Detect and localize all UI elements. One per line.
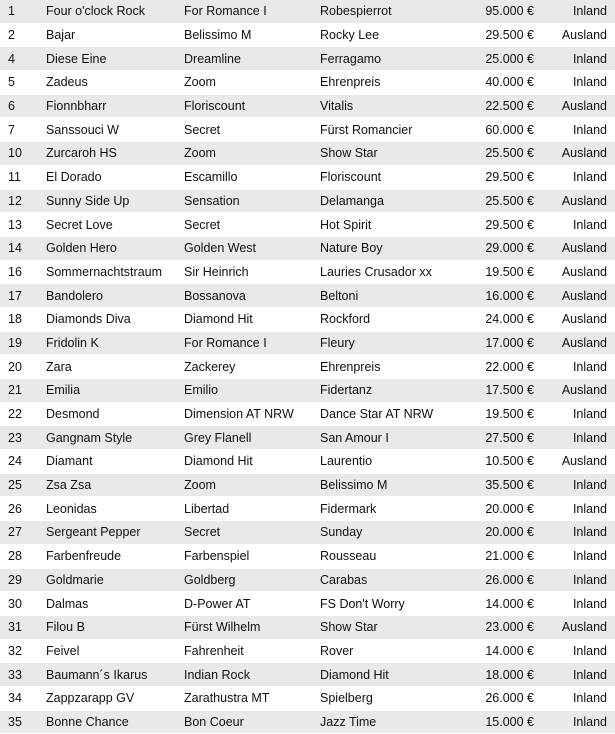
sale-price: 19.500 € [456, 402, 542, 426]
sire-name: Goldberg [180, 568, 316, 592]
lot-number: 11 [0, 165, 40, 189]
dam-sire-name: Ferragamo [316, 47, 456, 71]
dam-sire-name: Show Star [316, 142, 456, 166]
sire-name: Floriscount [180, 94, 316, 118]
horse-name: Goldmarie [40, 568, 180, 592]
horse-name: Golden Hero [40, 236, 180, 260]
sire-name: Diamond Hit [180, 307, 316, 331]
dam-sire-name: FS Don't Worry [316, 592, 456, 616]
dam-sire-name: Nature Boy [316, 236, 456, 260]
sire-name: Secret [180, 118, 316, 142]
lot-number: 35 [0, 710, 40, 734]
dam-sire-name: Floriscount [316, 165, 456, 189]
sale-price: 20.000 € [456, 497, 542, 521]
sale-price: 29.500 € [456, 213, 542, 237]
table-row [0, 355, 615, 379]
table-row [0, 118, 615, 142]
dam-sire-name: Dance Star AT NRW [316, 402, 456, 426]
buyer-origin: Inland [542, 118, 615, 142]
table-row [0, 568, 615, 592]
lot-number: 16 [0, 260, 40, 284]
buyer-origin: Ausland [542, 142, 615, 166]
dam-sire-name: Diamond Hit [316, 663, 456, 687]
sale-price: 29.500 € [456, 23, 542, 47]
horse-name: Four o'clock Rock [40, 0, 180, 23]
buyer-origin: Inland [542, 663, 615, 687]
sale-price: 40.000 € [456, 71, 542, 95]
dam-sire-name: Hot Spirit [316, 213, 456, 237]
horse-name: Bajar [40, 23, 180, 47]
sire-name: Golden West [180, 236, 316, 260]
lot-number: 30 [0, 592, 40, 616]
buyer-origin: Inland [542, 71, 615, 95]
buyer-origin: Inland [542, 592, 615, 616]
table-row [0, 71, 615, 95]
table-row [0, 615, 615, 639]
buyer-origin: Inland [542, 544, 615, 568]
table-row [0, 426, 615, 450]
table-row [0, 544, 615, 568]
horse-name: Diamant [40, 450, 180, 474]
sire-name: Zackerey [180, 355, 316, 379]
horse-name: Bandolero [40, 284, 180, 308]
dam-sire-name: Laurentio [316, 450, 456, 474]
sale-price: 22.000 € [456, 355, 542, 379]
buyer-origin: Inland [542, 355, 615, 379]
horse-name: El Dorado [40, 165, 180, 189]
horse-name: Emilia [40, 379, 180, 403]
sale-price: 22.500 € [456, 94, 542, 118]
horse-name: Zara [40, 355, 180, 379]
lot-number: 2 [0, 23, 40, 47]
lot-number: 32 [0, 639, 40, 663]
sale-price: 10.500 € [456, 450, 542, 474]
table-row [0, 47, 615, 71]
buyer-origin: Inland [542, 497, 615, 521]
buyer-origin: Ausland [542, 189, 615, 213]
buyer-origin: Inland [542, 47, 615, 71]
sire-name: Zarathustra MT [180, 686, 316, 710]
sale-price: 17.500 € [456, 379, 542, 403]
buyer-origin: Inland [542, 521, 615, 545]
sire-name: For Romance I [180, 331, 316, 355]
table-row [0, 189, 615, 213]
buyer-origin: Inland [542, 426, 615, 450]
sire-name: Secret [180, 521, 316, 545]
table-row [0, 23, 615, 47]
horse-name: Fionnbharr [40, 94, 180, 118]
table-row [0, 450, 615, 474]
lot-number: 18 [0, 307, 40, 331]
lot-number: 26 [0, 497, 40, 521]
sale-price: 19.500 € [456, 260, 542, 284]
table-row [0, 592, 615, 616]
buyer-origin: Ausland [542, 284, 615, 308]
sale-price: 25.500 € [456, 142, 542, 166]
horse-name: Sanssouci W [40, 118, 180, 142]
sale-price: 24.000 € [456, 307, 542, 331]
sire-name: Libertad [180, 497, 316, 521]
buyer-origin: Ausland [542, 23, 615, 47]
sire-name: Secret [180, 213, 316, 237]
lot-number: 4 [0, 47, 40, 71]
dam-sire-name: Vitalis [316, 94, 456, 118]
lot-number: 13 [0, 213, 40, 237]
table-row [0, 497, 615, 521]
horse-name: Secret Love [40, 213, 180, 237]
sale-price: 27.500 € [456, 426, 542, 450]
horse-name: Zurcaroh HS [40, 142, 180, 166]
dam-sire-name: Ehrenpreis [316, 355, 456, 379]
lot-number: 33 [0, 663, 40, 687]
table-row [0, 307, 615, 331]
lot-number: 20 [0, 355, 40, 379]
sire-name: For Romance I [180, 0, 316, 23]
sire-name: Bon Coeur [180, 710, 316, 734]
sire-name: Belissimo M [180, 23, 316, 47]
dam-sire-name: Show Star [316, 615, 456, 639]
sire-name: Fürst Wilhelm [180, 615, 316, 639]
buyer-origin: Inland [542, 402, 615, 426]
table-row [0, 331, 615, 355]
lot-number: 14 [0, 236, 40, 260]
sale-price: 25.500 € [456, 189, 542, 213]
buyer-origin: Inland [542, 686, 615, 710]
sale-price: 17.000 € [456, 331, 542, 355]
dam-sire-name: Ehrenpreis [316, 71, 456, 95]
sale-price: 35.500 € [456, 473, 542, 497]
sire-name: Indian Rock [180, 663, 316, 687]
lot-number: 6 [0, 94, 40, 118]
lot-number: 24 [0, 450, 40, 474]
horse-name: Zappzarapp GV [40, 686, 180, 710]
horse-name: Sergeant Pepper [40, 521, 180, 545]
horse-name: Sunny Side Up [40, 189, 180, 213]
buyer-origin: Ausland [542, 260, 615, 284]
sire-name: Grey Flanell [180, 426, 316, 450]
horse-name: Diamonds Diva [40, 307, 180, 331]
sire-name: Emilio [180, 379, 316, 403]
sale-price: 14.000 € [456, 592, 542, 616]
lot-number: 21 [0, 379, 40, 403]
dam-sire-name: Rover [316, 639, 456, 663]
dam-sire-name: Lauries Crusador xx [316, 260, 456, 284]
dam-sire-name: Fleury [316, 331, 456, 355]
dam-sire-name: Robespierrot [316, 0, 456, 23]
sire-name: Sensation [180, 189, 316, 213]
buyer-origin: Ausland [542, 450, 615, 474]
lot-number: 29 [0, 568, 40, 592]
horse-name: Feivel [40, 639, 180, 663]
table-row [0, 639, 615, 663]
lot-number: 1 [0, 0, 40, 23]
table-row [0, 473, 615, 497]
sale-price: 29.000 € [456, 236, 542, 260]
table-row [0, 94, 615, 118]
horse-name: Diese Eine [40, 47, 180, 71]
lot-number: 22 [0, 402, 40, 426]
horse-name: Baumann´s Ikarus [40, 663, 180, 687]
table-row [0, 402, 615, 426]
sale-price: 25.000 € [456, 47, 542, 71]
table-row [0, 379, 615, 403]
buyer-origin: Ausland [542, 94, 615, 118]
dam-sire-name: Delamanga [316, 189, 456, 213]
sale-price: 29.500 € [456, 165, 542, 189]
horse-name: Sommernachtstraum [40, 260, 180, 284]
table-row [0, 663, 615, 687]
lot-number: 17 [0, 284, 40, 308]
sale-price: 23.000 € [456, 615, 542, 639]
buyer-origin: Inland [542, 0, 615, 23]
horse-name: Zsa Zsa [40, 473, 180, 497]
dam-sire-name: Belissimo M [316, 473, 456, 497]
dam-sire-name: Beltoni [316, 284, 456, 308]
lot-number: 23 [0, 426, 40, 450]
dam-sire-name: Jazz Time [316, 710, 456, 734]
table-row [0, 142, 615, 166]
lot-number: 12 [0, 189, 40, 213]
sire-name: Fahrenheit [180, 639, 316, 663]
sire-name: Dimension AT NRW [180, 402, 316, 426]
table-row [0, 521, 615, 545]
sire-name: Zoom [180, 473, 316, 497]
horse-name: Desmond [40, 402, 180, 426]
lot-number: 19 [0, 331, 40, 355]
horse-name: Fridolin K [40, 331, 180, 355]
dam-sire-name: Rousseau [316, 544, 456, 568]
dam-sire-name: Spielberg [316, 686, 456, 710]
horse-name: Dalmas [40, 592, 180, 616]
dam-sire-name: Sunday [316, 521, 456, 545]
lot-number: 5 [0, 71, 40, 95]
buyer-origin: Ausland [542, 379, 615, 403]
buyer-origin: Ausland [542, 236, 615, 260]
buyer-origin: Inland [542, 568, 615, 592]
buyer-origin: Inland [542, 213, 615, 237]
table-row [0, 284, 615, 308]
sale-price: 21.000 € [456, 544, 542, 568]
table-row [0, 686, 615, 710]
buyer-origin: Ausland [542, 615, 615, 639]
horse-name: Gangnam Style [40, 426, 180, 450]
horse-name: Zadeus [40, 71, 180, 95]
sale-price: 16.000 € [456, 284, 542, 308]
sire-name: Diamond Hit [180, 450, 316, 474]
sire-name: Farbenspiel [180, 544, 316, 568]
sale-price: 14.000 € [456, 639, 542, 663]
buyer-origin: Inland [542, 165, 615, 189]
dam-sire-name: Fidertanz [316, 379, 456, 403]
horse-name: Bonne Chance [40, 710, 180, 734]
sire-name: Escamillo [180, 165, 316, 189]
sire-name: Sir Heinrich [180, 260, 316, 284]
buyer-origin: Inland [542, 639, 615, 663]
dam-sire-name: Carabas [316, 568, 456, 592]
sale-price: 26.000 € [456, 686, 542, 710]
buyer-origin: Ausland [542, 307, 615, 331]
lot-number: 7 [0, 118, 40, 142]
sale-price: 20.000 € [456, 521, 542, 545]
sale-price: 18.000 € [456, 663, 542, 687]
lot-number: 25 [0, 473, 40, 497]
sale-price: 60.000 € [456, 118, 542, 142]
dam-sire-name: Fidermark [316, 497, 456, 521]
table-row [0, 710, 615, 734]
sire-name: Bossanova [180, 284, 316, 308]
table-row [0, 165, 615, 189]
lot-number: 34 [0, 686, 40, 710]
lot-number: 28 [0, 544, 40, 568]
sale-price: 95.000 € [456, 0, 542, 23]
horse-name: Filou B [40, 615, 180, 639]
buyer-origin: Ausland [542, 331, 615, 355]
dam-sire-name: Rockford [316, 307, 456, 331]
sire-name: D-Power AT [180, 592, 316, 616]
buyer-origin: Inland [542, 473, 615, 497]
table-row [0, 236, 615, 260]
sire-name: Zoom [180, 71, 316, 95]
dam-sire-name: Fürst Romancier [316, 118, 456, 142]
buyer-origin: Inland [542, 710, 615, 734]
lot-number: 10 [0, 142, 40, 166]
lot-number: 31 [0, 615, 40, 639]
sire-name: Zoom [180, 142, 316, 166]
horse-name: Farbenfreude [40, 544, 180, 568]
dam-sire-name: Rocky Lee [316, 23, 456, 47]
table-row [0, 260, 615, 284]
lot-number: 27 [0, 521, 40, 545]
dam-sire-name: San Amour I [316, 426, 456, 450]
sale-price: 26.000 € [456, 568, 542, 592]
sire-name: Dreamline [180, 47, 316, 71]
horse-name: Leonidas [40, 497, 180, 521]
sale-price: 15.000 € [456, 710, 542, 734]
table-row [0, 213, 615, 237]
table-row [0, 0, 615, 23]
